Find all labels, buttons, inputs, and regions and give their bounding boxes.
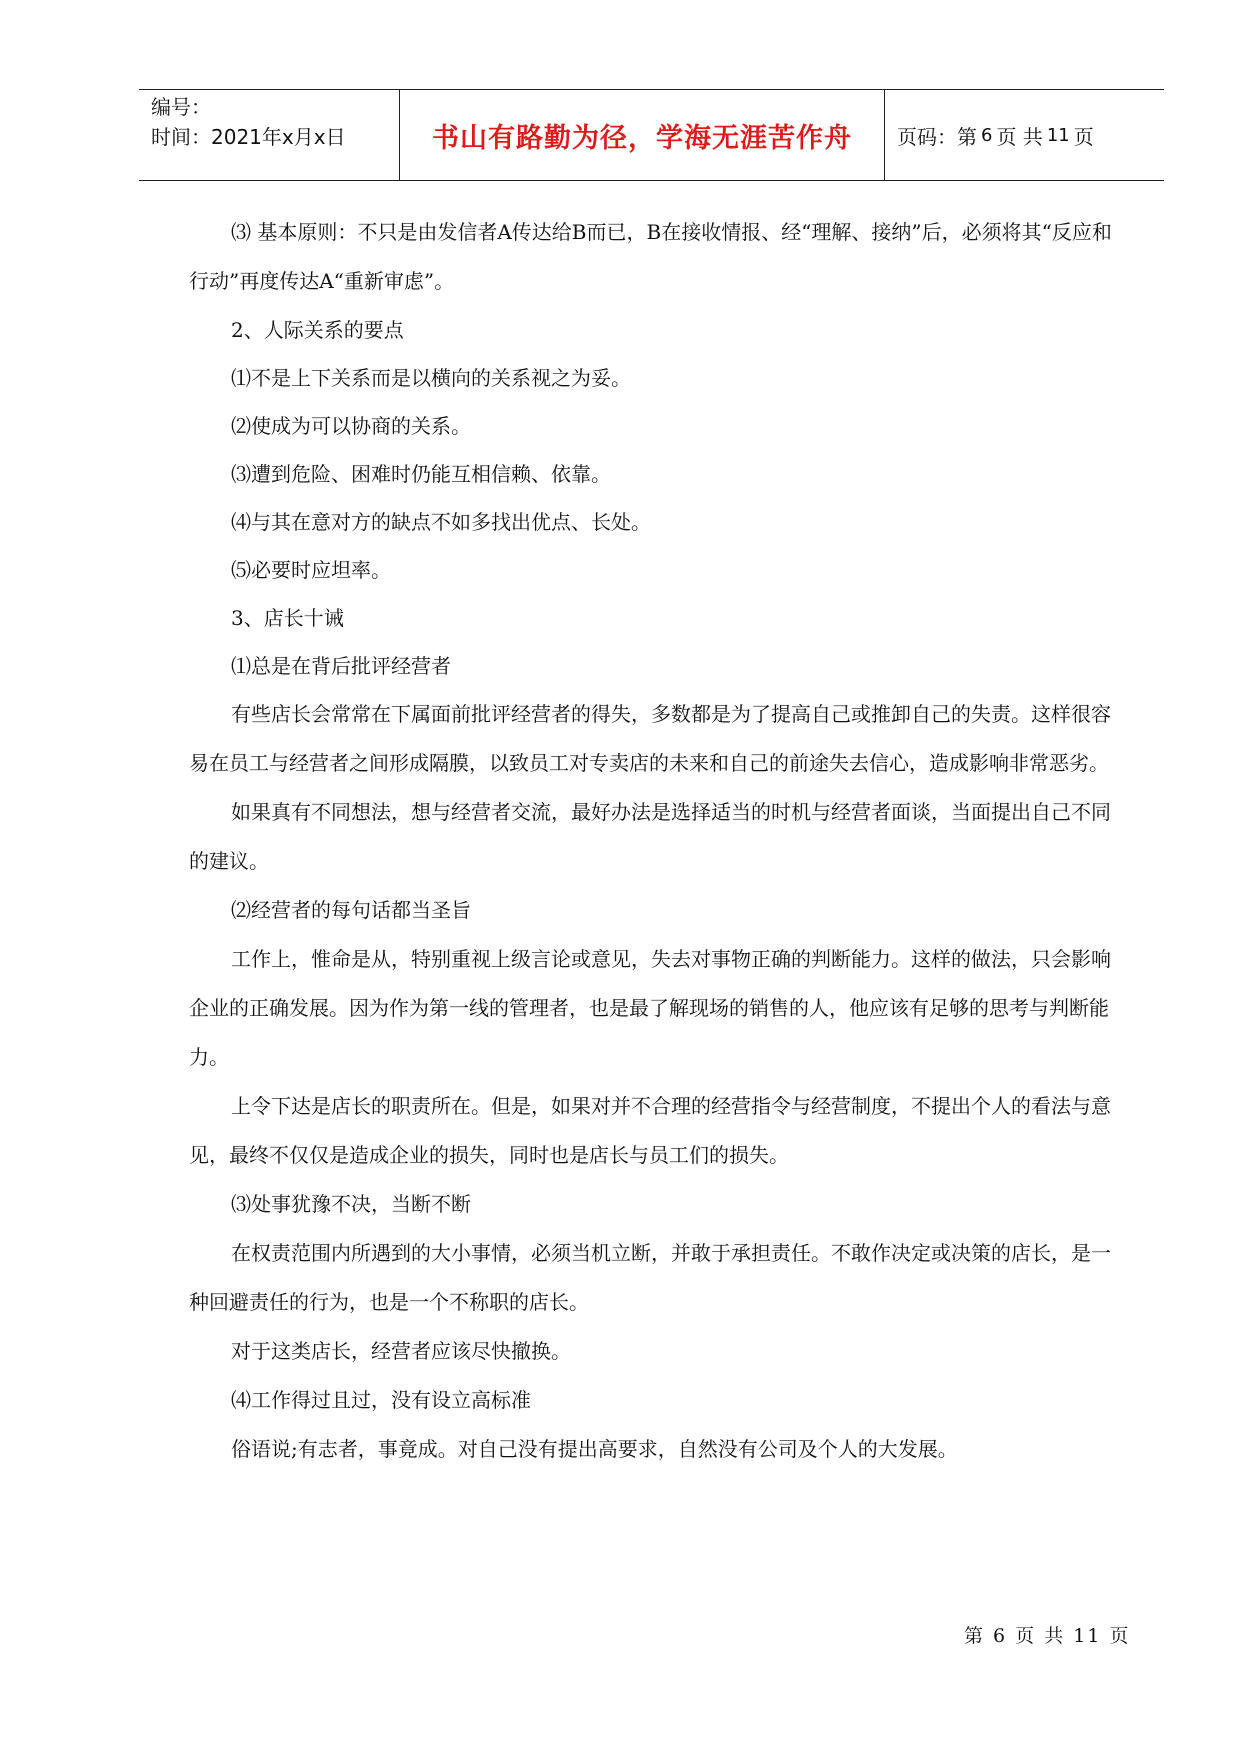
paragraph: 如果真有不同想法，想与经营者交流，最好办法是选择适当的时机与经营者面谈，当面提出自己不同的建议。 [189,800,1111,873]
document-number-label: 编号： [151,95,211,119]
document-header [139,89,1164,181]
list-item: ⑵使成为可以协商的关系。 [231,414,471,438]
document-body [189,208,1114,1474]
list-item: ⑷与其在意对方的缺点不如多找出优点、长处。 [231,510,651,534]
page-current: 6 [981,124,993,146]
section-heading: 2、人际关系的要点 [231,318,404,342]
page-total: 11 [1046,124,1070,146]
header-meta-cell [139,90,400,180]
page-label-prefix: 页码：第 [897,124,977,149]
section-heading: 3、店长十诫 [231,606,344,630]
page-label-suffix: 页 [1073,124,1094,149]
list-item: ⑸必要时应坦率。 [231,558,391,582]
header-motto: 书山有路勤为径，学海无涯苦作舟 [400,90,885,180]
subsection-heading: ⑵经营者的每句话都当圣旨 [231,898,471,922]
paragraph: 在权责范围内所遇到的大小事情，必须当机立断，并敢于承担责任。不敢作决定或决策的店长，是一种回避责任的行为，也是一个不称职的店长。 [189,1241,1111,1314]
paragraph: 上令下达是店长的职责所在。但是，如果对并不合理的经营指令与经营制度，不提出个人的看法与意见，最终不仅仅是造成企业的损失，同时也是店长与员工们的损失。 [189,1094,1111,1167]
subsection-heading: ⑷工作得过且过，没有设立高标准 [231,1388,531,1412]
page-label-mid: 页 共 [996,124,1043,149]
list-item: ⑶遭到危险、困难时仍能互相信赖、依靠。 [231,462,611,486]
paragraph: 有些店长会常常在下属面前批评经营者的得失，多数都是为了提高自己或推卸自己的失责。这样很容易在员工与经营者之间形成隔膜，以致员工对专卖店的未来和自己的前途失去信心，造成影响非常恶劣。 [189,702,1111,775]
header-page-info [885,90,1164,180]
document-time-label: 时间：2021年x月x日 [151,125,346,149]
list-item: ⑴不是上下关系而是以横向的关系视之为妥。 [231,366,631,390]
paragraph: ⑶ 基本原则：不只是由发信者A传达给B而已，B在接收情报、经“理解、接纳”后，必须将其“反应和行动”再度传达A“重新审虑”。 [189,220,1112,293]
paragraph: 工作上，惟命是从，特别重视上级言论或意见，失去对事物正确的判断能力。这样的做法，只会影响企业的正确发展。因为作为第一线的管理者，也是最了解现场的销售的人，他应该有足够的思考与判断能力。 [189,947,1111,1069]
subsection-heading: ⑶处事犹豫不决，当断不断 [231,1192,471,1216]
paragraph: 对于这类店长，经营者应该尽快撤换。 [231,1339,571,1363]
page-footer: 第 6 页 共 11 页 [964,1625,1131,1647]
paragraph: 俗语说;有志者，事竟成。对自己没有提出高要求，自然没有公司及个人的大发展。 [231,1437,958,1461]
subsection-heading: ⑴总是在背后批评经营者 [231,654,451,678]
